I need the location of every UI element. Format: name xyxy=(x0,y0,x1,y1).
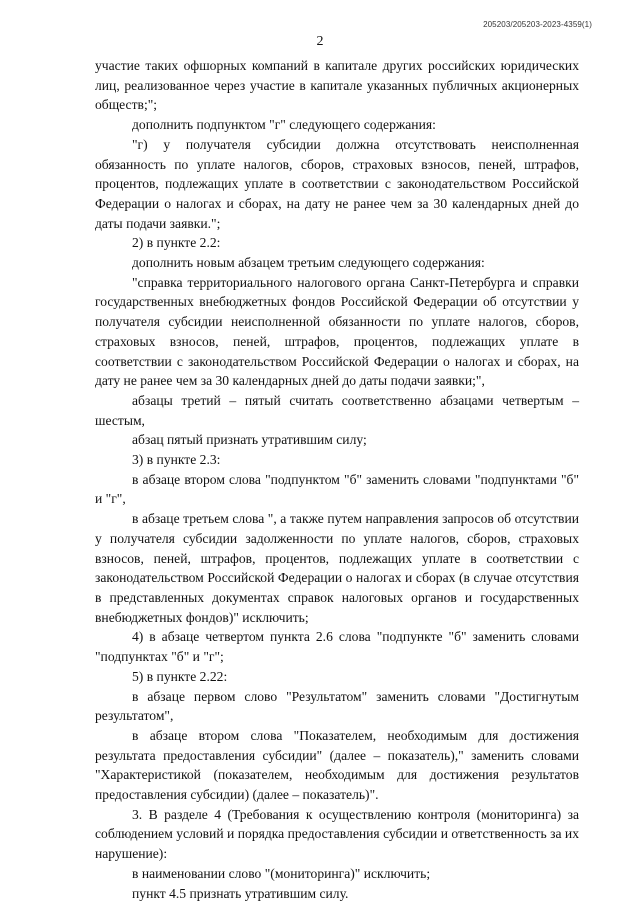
paragraph: "справка территориального налогового органа Санкт-Петербурга и справки государственных внебюджетных фондов Российской Федерации об отсутствии у получателя субсидии неисполненной обязанности по уплате налогов, сборов, страховых взносов, пеней, штрафов, процентов, подлежащих уплате в соответствии с законодательством Российской Федерации о налогах и сборах, на дату не ранее чем за 30 календарных дней до даты подачи заявки;", xyxy=(95,274,579,389)
paragraph: дополнить подпунктом "г" следующего содержания: xyxy=(132,117,436,133)
document-id: 205203/205203-2023-4359(1) xyxy=(483,20,592,29)
document-body xyxy=(95,56,579,903)
paragraph: участие таких офшорных компаний в капитале других российских юридических лиц, реализованное через участие в капитале указанных публичных акционерных обществ;"; xyxy=(95,58,579,113)
paragraph: 3. В разделе 4 (Требования к осуществлению контроля (мониторинга) за соблюдением условий и порядка предоставления субсидии и ответственность за их нарушение): xyxy=(95,806,579,862)
paragraph: абзацы третий – пятый считать соответственно абзацами четвертым – шестым, xyxy=(95,392,579,428)
paragraph: в абзаце первом слово "Результатом" заменить словами "Достигнутым результатом", xyxy=(95,688,579,724)
paragraph: 2) в пункте 2.2: xyxy=(132,235,221,251)
paragraph: 3) в пункте 2.3: xyxy=(132,452,221,468)
paragraph: пункт 4.5 признать утратившим силу. xyxy=(132,885,349,901)
paragraph: абзац пятый признать утратившим силу; xyxy=(132,432,367,448)
paragraph: в абзаце третьем слова ", а также путем направления запросов об отсутствии у получателя субсидии задолженности по уплате налогов, сборов, страховых взносов, пеней, штрафов, процентов, подлежащих уплате в соответствии с законодательством Российской Федерации о налогах и сборах (в случае отсутствия в представленных документах справок налоговых органов и государственных внебюджетных фондов)" исключить; xyxy=(95,511,579,625)
paragraph: в наименовании слово "(мониторинга)" исключить; xyxy=(132,865,431,881)
page-number: 2 xyxy=(316,34,324,49)
paragraph: дополнить новым абзацем третьим следующего содержания: xyxy=(132,255,485,271)
paragraph: "г) у получателя субсидии должна отсутствовать неисполненная обязанность по уплате налогов, сборов, страховых взносов, пеней, штрафов, процентов, подлежащих уплате в соответствии с законодательством Российской Федерации о налогах и сборах, на дату не ранее чем за 30 календарных дней до даты подачи заявки."; xyxy=(95,136,579,231)
paragraph: 4) в абзаце четвертом пункта 2.6 слова "подпункте "б" заменить словами "подпунктах "б" и "г"; xyxy=(95,629,579,665)
paragraph: 5) в пункте 2.22: xyxy=(132,668,228,684)
paragraph: в абзаце втором слова "Показателем, необходимым для достижения результата предоставления субсидии" (далее – показатель)," заменить словами "Характеристикой (показателем, необходимым для достижения результатов предоставления субсидии) (далее – показатель)". xyxy=(95,727,579,803)
paragraph: в абзаце втором слова "подпунктом "б" заменить словами "подпунктами "б" и "г", xyxy=(95,471,579,507)
